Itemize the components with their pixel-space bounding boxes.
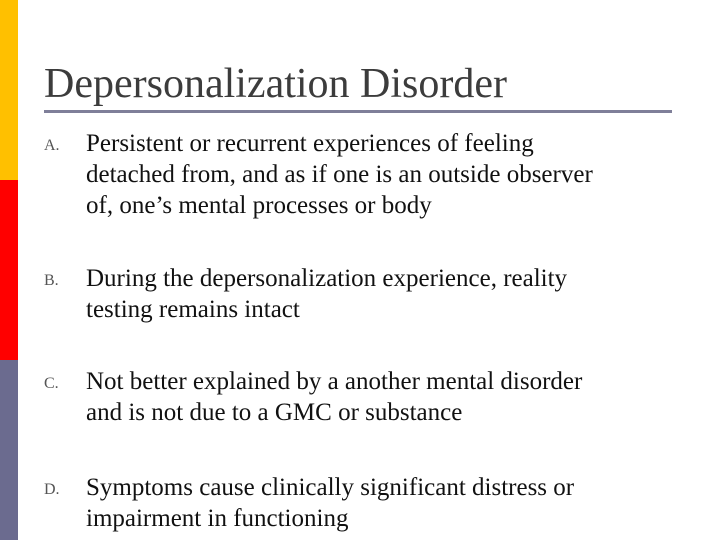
criterion-a-line-2: detached from, and as if one is an outside observer	[86, 161, 593, 188]
criterion-c-text	[86, 366, 684, 428]
criterion-a-text	[86, 128, 684, 221]
criterion-c-line-1: Not better explained by a another mental disorder	[86, 368, 583, 395]
criterion-c-marker: C.	[44, 375, 59, 392]
criterion-b-line-2: testing remains intact	[86, 296, 300, 323]
criterion-a	[44, 128, 684, 221]
criterion-c	[44, 366, 684, 428]
criterion-d-marker: D.	[44, 481, 60, 498]
criterion-b-marker: B.	[44, 272, 59, 289]
criterion-b	[44, 263, 684, 325]
slide-title: Depersonalization Disorder	[44, 61, 508, 107]
sidebar-band-red	[0, 180, 18, 360]
sidebar-band-slate	[0, 360, 18, 540]
criterion-a-line-1: Persistent or recurrent experiences of feeling	[86, 130, 534, 157]
criterion-a-marker: A.	[44, 137, 60, 154]
criterion-c-line-2: and is not due to a GMC or substance	[86, 399, 463, 426]
sidebar-band-yellow	[0, 0, 18, 180]
title-underline	[44, 110, 672, 113]
criterion-b-text	[86, 263, 684, 325]
criterion-d-line-1: Symptoms cause clinically significant distress or	[86, 474, 575, 501]
criterion-b-line-1: During the depersonalization experience, reality	[86, 265, 568, 292]
criterion-a-line-3: of, one’s mental processes or body	[86, 192, 432, 219]
sidebar-color-bands	[0, 0, 18, 540]
criterion-d-text	[86, 472, 684, 534]
criterion-d	[44, 472, 684, 534]
criterion-d-line-2: impairment in functioning	[86, 505, 349, 532]
